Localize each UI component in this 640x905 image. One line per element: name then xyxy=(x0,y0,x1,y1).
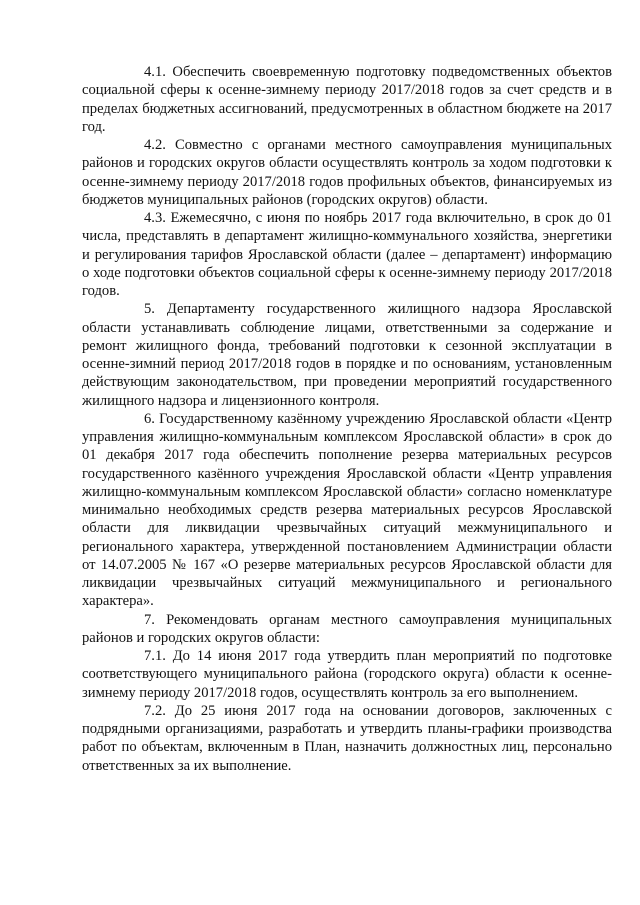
paragraph-6: 6. Государственному казённому учреждению Ярославской области «Центр управления жилищно-коммунальным комплексом Ярославской области» в срок до 01 декабря 2017 года обеспечить пополнение резерва материальных ресурсов государственного казённого учреждения Ярославской области «Центр управления жилищно-коммунальным комплексом Ярославской области» согласно номенклатуре минимально необходимых средств резерва материальных ресурсов Ярославской области для ликвидации чрезвычайных ситуаций межмуниципального и регионального характера, утвержденной постановлением Администрации области от 14.07.2005 № 167 «О резерве материальных ресурсов Ярославской области для ликвидации чрезвычайных ситуаций межмуниципального и регионального характера». xyxy=(82,410,612,610)
paragraph-5: 5. Департаменту государственного жилищного надзора Ярославской области устанавливать соблюдение лицами, ответственными за содержание и ремонт жилищного фонда, требований подготовки к сезонной эксплуатации в осенне-зимний период 2017/2018 годов в порядке и по основаниям, установленным действующим законодательством, при проведении мероприятий государственного жилищного надзора и лицензионного контроля. xyxy=(82,301,612,409)
paragraph-4-3: 4.3. Ежемесячно, с июня по ноябрь 2017 года включительно, в срок до 01 числа, представлять в департамент жилищно-коммунального хозяйства, энергетики и регулирования тарифов Ярославской области (далее – департамент) информацию о ходе подготовки объектов социальной сферы к осенне-зимнему периоду 2017/2018 годов. xyxy=(82,210,612,299)
paragraph-7: 7. Рекомендовать органам местного самоуправления муниципальных районов и городских округов области: xyxy=(82,611,612,646)
paragraph-7-2: 7.2. До 25 июня 2017 года на основании договоров, заключенных с подрядными организациями, разработать и утвердить планы-графики производства работ по объектам, включенным в План, назначить должностных лиц, персонально ответственных за их выполнение. xyxy=(82,702,612,774)
paragraph-4-1: 4.1. Обеспечить своевременную подготовку подведомственных объектов социальной сферы к осенне-зимнему периоду 2017/2018 годов за счет средств и в пределах бюджетных ассигнований, предусмотренных в областном бюджете на 2017 год. xyxy=(82,64,612,135)
paragraph-7-1: 7.1. До 14 июня 2017 года утвердить план мероприятий по подготовке соответствующего муниципального района (городского округа) области к осенне-зимнему периоду 2017/2018 годов, осуществлять контроль за его выполнением. xyxy=(82,648,612,701)
paragraph-4-2: 4.2. Совместно с органами местного самоуправления муниципальных районов и городских округов области осуществлять контроль за ходом подготовки к осенне-зимнему периоду 2017/2018 годов профильных объектов, финансируемых из бюджетов муниципальных районов (городских округов) области. xyxy=(82,137,612,208)
document-page xyxy=(82,63,612,775)
